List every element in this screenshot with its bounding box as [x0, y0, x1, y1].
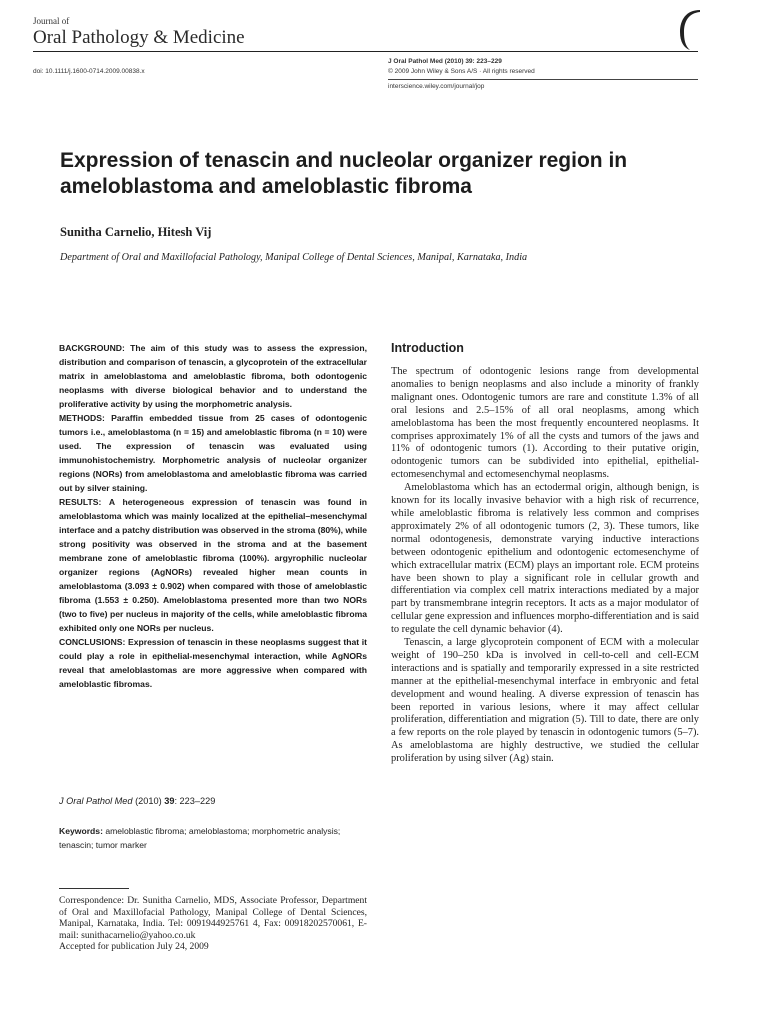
- correspondence: [59, 895, 367, 953]
- keywords: [59, 824, 367, 852]
- header-rule: [33, 51, 698, 52]
- journal-small-label: Journal of: [33, 16, 70, 26]
- abstract-methods: [59, 411, 367, 495]
- citation-journal: J Oral Pathol Med: [388, 58, 443, 65]
- intro-paragraph: Tenascin, a large glycoprotein component of ECM with a molecular weight of 190–250 kDa is involved in cell-to-cell and cell-ECM interactions and is spatially and temporarily expressed in a site restricted manner at the epithelial-mesenchymal interface in embryonic and fetal development and wound healing. A diverse expression of tenascin has been reported in various lesions, where it may affect cellular proliferation, differentiation and migration (5). Till to date, there are only a few reports on the role played by tenascin in odontogenic tumors (5–7). As ameloblastoma are highly destructive, we studied the cellular proliferation by using silver (Ag) stain.: [391, 637, 699, 765]
- introduction-body: [391, 366, 699, 766]
- methods-label: METHODS:: [59, 413, 105, 423]
- abstract-background: [59, 341, 367, 411]
- conclusions-text: Expression of tenascin in these neoplasms suggest that it could play a role in epithelial-mesenchymal interaction, while AgNORs reveal that ameloblastomas are more aggressive when compared with ameloblastic fibromas.: [59, 637, 367, 689]
- abstract-cite-volume: 39: [164, 796, 175, 806]
- footnote-rule: [59, 888, 129, 889]
- copyright: © 2009 John Wiley & Sons A/S · All rights reserved: [388, 68, 535, 75]
- abstract-cite-journal: J Oral Pathol Med: [59, 796, 133, 806]
- journal-site-link[interactable]: interscience.wiley.com/journal/jop: [388, 83, 485, 90]
- background-label: BACKGROUND:: [59, 343, 125, 353]
- abstract-cite-year: (2010): [132, 796, 165, 806]
- citation-year-vol: (2010) 39: 223–229: [444, 58, 502, 65]
- abstract: [59, 341, 367, 691]
- results-text: A heterogeneous expression of tenascin was found in ameloblastoma which was mainly localized at the epithelial–mesenchymal interface and a patchy distribution was observed in the stroma (80%), while strong positivity was observed in the stroma and at the basement membrane zone of ameloblastic fibroma (100%). argyrophilic nucleolar organizer regions (AgNORs) revealed higher mean counts in ameloblastoma (3.093 ± 0.902) when compared with those of ameloblastic fibroma (1.553 ± 0.250). Ameloblastoma presented more than two NORs (two to five) per nucleus in majority of the cells, while ameloblastic fibroma exhibited only one NORs per nucleus.: [59, 497, 367, 633]
- abstract-citation: [59, 795, 215, 808]
- journal-name: Oral Pathology & Medicine: [33, 27, 245, 48]
- keywords-text: ameloblastic fibroma; ameloblastoma; morphometric analysis; tenascin; tumor marker: [59, 826, 341, 850]
- correspondence-text: Correspondence: Dr. Sunitha Carnelio, MDS, Associate Professor, Department of Oral and Maxillofacial Pathology, Manipal College of Dental Sciences, Manipal, Karnataka, India. Tel: 0091944925761 4, Fax: 00918202570061, E-mail: sunithacarnelio@yahoo.co.uk: [59, 895, 367, 941]
- methods-text: Paraffin embedded tissue from 25 cases of odontogenic tumors i.e., ameloblastoma (n = 15) and ameloblastic fibroma (n = 10) were used. The expression of tenascin was evaluated using immunohistochemistry. Morphometric analysis of nucleolar organizer regions (NORs) from ameloblastoma and ameloblastic fibroma was carried out by silver staining.: [59, 413, 367, 493]
- introduction-heading: Introduction: [391, 341, 464, 355]
- citation-rule: [388, 79, 698, 80]
- results-label: RESULTS:: [59, 497, 102, 507]
- intro-paragraph: The spectrum of odontogenic lesions range from developmental anomalies to benign neoplasms and also include a minority of frankly malignant ones. Odontogenic tumors are rare and constitute 1.3% of all oral lesions and 2.5–15% of all oral neoplasms, among which ameloblastoma has been the most frequently encountered neoplasms. It comprises approximately 1% of all the cysts and tumors of the jaws and 11% of odontogenic tumors (1). According to their putative origin, odontogenic tumors can be subdivided into epithelial, epithelial-ectomesenchymal and ectomesenchymal neoplasms.: [391, 366, 699, 481]
- abstract-cite-pages: : 223–229: [174, 796, 216, 806]
- conclusions-label: CONCLUSIONS:: [59, 637, 126, 647]
- doi[interactable]: doi: 10.1111/j.1600-0714.2009.00838.x: [33, 68, 145, 75]
- article-title: Expression of tenascin and nucleolar organizer region in ameloblastoma and ameloblastic fibroma: [60, 149, 628, 198]
- journal-logo-icon: [668, 4, 708, 52]
- abstract-conclusions: [59, 635, 367, 691]
- citation-block: [388, 57, 535, 77]
- abstract-results: [59, 495, 367, 635]
- intro-paragraph: Ameloblastoma which has an ectodermal origin, although benign, is known for its locally invasive behavior with a high risk of recurrence, while ameloblastic fibroma is relatively less common and comprises approximately 2% of all odontogenic tumors (2, 3). These tumors, like normal odontogenesis, demonstrate varying inductive interactions between odontogenic epithelium and odontogenic ectomesenchyme of which extracellular matrix (ECM) plays an important role. ECM proteins have been shown to play a significant role in cellular growth and differentiation via complex cell matrix interactions mediated by a major part by transmembrane integrin receptors. It acts as a major modulator of cellular gene expression and influences morpho-differentiation and is said to regulate the cell dynamic behavior (4).: [391, 482, 699, 636]
- keywords-label: Keywords:: [59, 826, 103, 836]
- affiliation: Department of Oral and Maxillofacial Pathology, Manipal College of Dental Sciences, Manipal, Karnataka, India: [60, 252, 528, 263]
- authors: Sunitha Carnelio, Hitesh Vij: [60, 225, 212, 239]
- accepted-date: Accepted for publication July 24, 2009: [59, 941, 209, 952]
- background-text: The aim of this study was to assess the expression, distribution and comparison of tenascin, a glycoprotein of the extracellular matrix in ameloblastoma and ameloblastic fibroma, both odontogenic neoplasms with diverse biological behavior and to understand the proliferative activity by using the morphometric analysis.: [59, 343, 367, 409]
